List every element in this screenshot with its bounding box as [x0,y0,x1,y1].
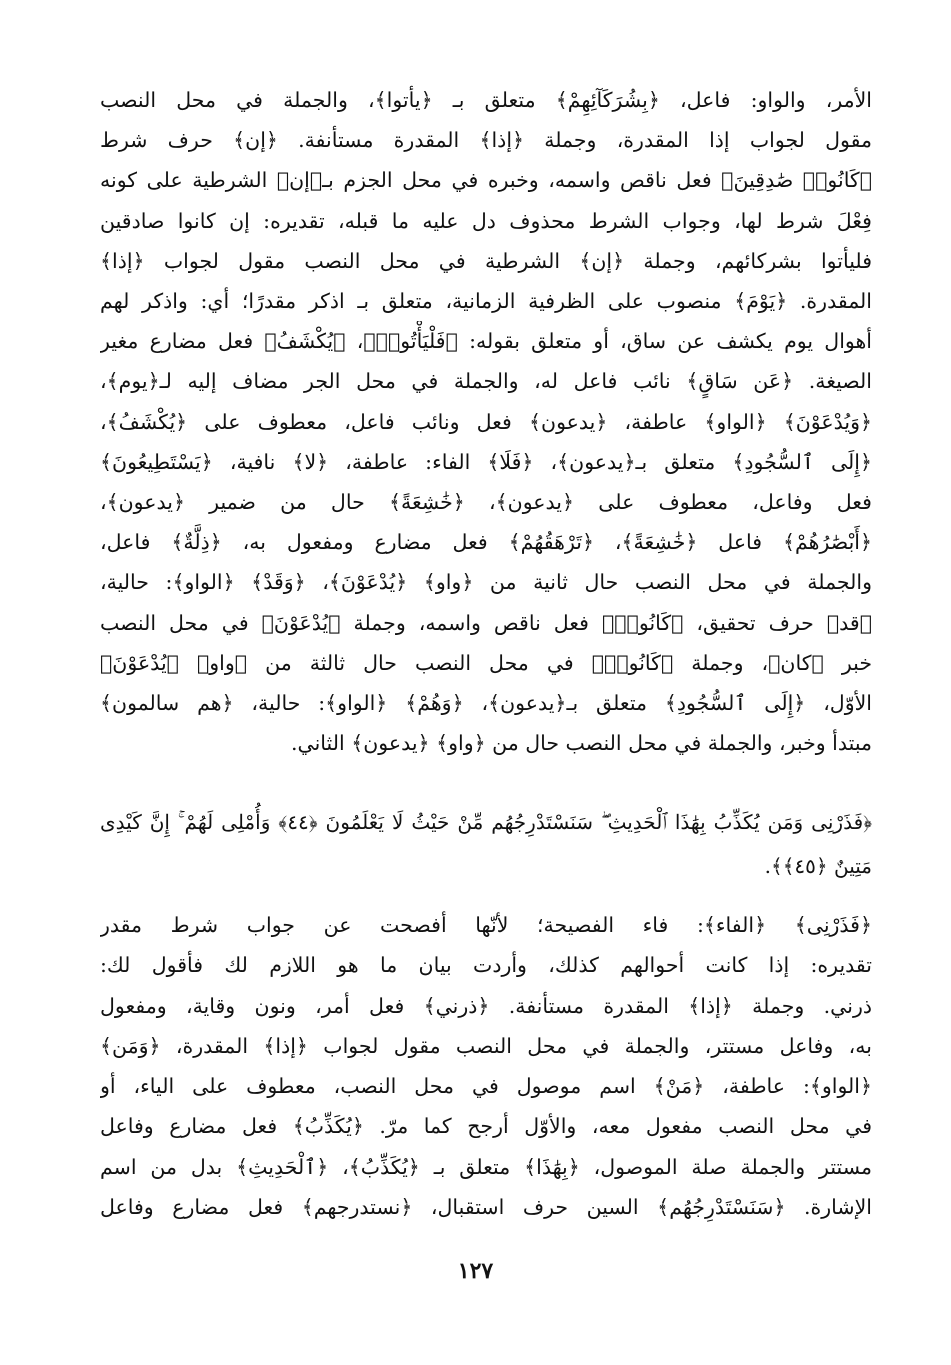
text-line: فعل وفاعل، معطوف على ﴿يدعون﴾، ﴿خَٰشِعَةً﴾ حال من ضمير ﴿يدعون﴾، [100,490,872,515]
grammar-paragraph-2 [100,905,872,1227]
grammar-paragraph-1 [100,80,872,763]
text-line: ﴿إِلَى ٱلسُّجُودِ﴾ متعلق بـ﴿يدعون﴾، ﴿فَلَا﴾ الفاء: عاطفة، ﴿لا﴾ نافية، ﴿يَسْتَطِيعُونَ﴾ [100,449,872,474]
verse-line: مَتِينٌ ﴿٤٥﴾﴾. [764,854,872,878]
text-line: في محل النصب مفعول معه، والأوّل أرجح كما مرّ. ﴿يُكَذِّبُ﴾ فعل مضارع وفاعل [100,1114,872,1139]
text-line: ﴿أَبْصَٰرُهُمْ﴾ فاعل ﴿خَٰشِعَةً﴾، ﴿تَرْهَقُهُمْ﴾ فعل مضارع ومفعول به، ﴿ذِلَّةٌ﴾ فاعل، [100,530,872,555]
text-line: به، وفاعل مستتر، والجملة في محل النصب مقول لجواب ﴿إذا﴾ المقدرة، ﴿وَمَن﴾ [100,1033,872,1058]
verse-line: ﴿فَذَرْنِى وَمَن يُكَذِّبُ بِهَٰذَا ٱلْحَدِيثِ ۖ سَنَسْتَدْرِجُهُم مِّنْ حَيْثُ لَا يَعْلَمُونَ ﴿٤٤﴾ وَأُمْلِى لَهُمْ ۚ إِنَّ كَيْدِى [100,810,872,834]
text-line: الإشارة. ﴿سَنَسْتَدْرِجُهُم﴾ السين حرف استقبال، ﴿نستدرجهم﴾ فعل مضارع وفاعل [100,1195,872,1220]
text-line: فِعْلَ شرط لها، وجواب الشرط محذوف دل عليه ما قبله، تقديره: إن كانوا صادقين [100,208,872,233]
text-line: ﴿فَذَرْنِى﴾ ﴿الفاء﴾: فاء الفصيحة؛ لأنّها أفصحت عن جواب شرط مقدر [100,913,872,937]
text-line: الصيغة. ﴿عَن سَاقٍ﴾ نائب فاعل له، والجملة في محل الجر مضاف إليه لـ﴿يوم﴾، [100,369,872,394]
text-line: الأوّل، ﴿إِلَى ٱلسُّجُودِ﴾ متعلق بـ﴿يدعون﴾، ﴿وَهُمْ﴾ ﴿الواو﴾: حالية، ﴿هم سالمون﴾ [100,691,872,716]
text-line: خبر ﴿كان﴾، وجملة ﴿كَانُوا۟﴾ في محل النصب حال ثالثة من ﴿واو﴾ ﴿يُدْعَوْنَ﴾ [100,650,872,675]
quran-verse [100,800,872,888]
text-line: ﴿الواو﴾: عاطفة، ﴿مَنْ﴾ اسم موصول في محل النصب، معطوف على الياء، أو [100,1074,872,1099]
text-line: مستتر والجملة صلة الموصول، ﴿بِهَٰذَا﴾ متعلق بـ ﴿يُكَذِّبُ﴾، ﴿ٱلْحَدِيثِ﴾ بدل من اسم [100,1154,872,1179]
page-number: ١٢٧ [457,1258,494,1284]
text-line: الأمر، والواو: فاعل، ﴿بِشُرَكَآئِهِمْ﴾ متعلق بـ ﴿يأتوا﴾، والجملة في محل النصب [100,88,872,112]
text-line: أهوال يوم يكشف عن ساق، أو متعلق بقوله: ﴿فَلْيَأْتُوا۟﴾، ﴿يُكْشَفُ﴾ فعل مضارع مغير [100,329,872,354]
text-line: ذرني. وجملة ﴿إذا﴾ المقدرة مستأنفة. ﴿ذرني﴾ فعل أمر، ونون وقاية، ومفعول [100,993,872,1018]
text-line: ﴿وَيُدْعَوْنَ﴾ ﴿الواو﴾ عاطفة، ﴿يدعون﴾ فعل ونائب فاعل، معطوف على ﴿يُكْشَفُ﴾، [100,409,872,434]
text-line: مبتدأ وخبر، والجملة في محل النصب حال من ﴿واو﴾ ﴿يدعون﴾ الثاني. [291,731,872,756]
text-line: مقول لجواب إذا المقدرة، وجملة ﴿إذا﴾ المقدرة مستأنفة. ﴿إن﴾ حرف شرط [100,128,872,153]
text-line: تقديره: إذا كانت أحوالهم كذلك، وأردت بيان ما هو اللازم لك فأقول لك: [100,953,872,978]
text-line: فليأتوا بشركائهم، وجملة ﴿إن﴾ الشرطية في محل النصب مقول لجواب ﴿إذا﴾ [100,248,872,273]
text-line: ﴿قد﴾ حرف تحقيق، ﴿كَانُوا۟﴾ فعل ناقص واسمه، وجملة ﴿يُدْعَوْنَ﴾ في محل النصب [100,610,872,635]
text-line: المقدرة. ﴿يَوْمَ﴾ منصوب على الظرفية الزمانية، متعلق بـ اذكر مقدرًا؛ أي: واذكر لهم [100,289,872,314]
text-line: والجملة في محل النصب حال ثانية من ﴿واو﴾ ﴿يُدْعَوْنَ﴾، ﴿وَقَدْ﴾ ﴿الواو﴾: حالية، [100,570,872,595]
text-line: ﴿كَانُوا۟ صَٰدِقِينَ﴾ فعل ناقص واسمه، وخبره في محل الجزم بـ﴿إن﴾ الشرطية على كونه [100,168,872,193]
